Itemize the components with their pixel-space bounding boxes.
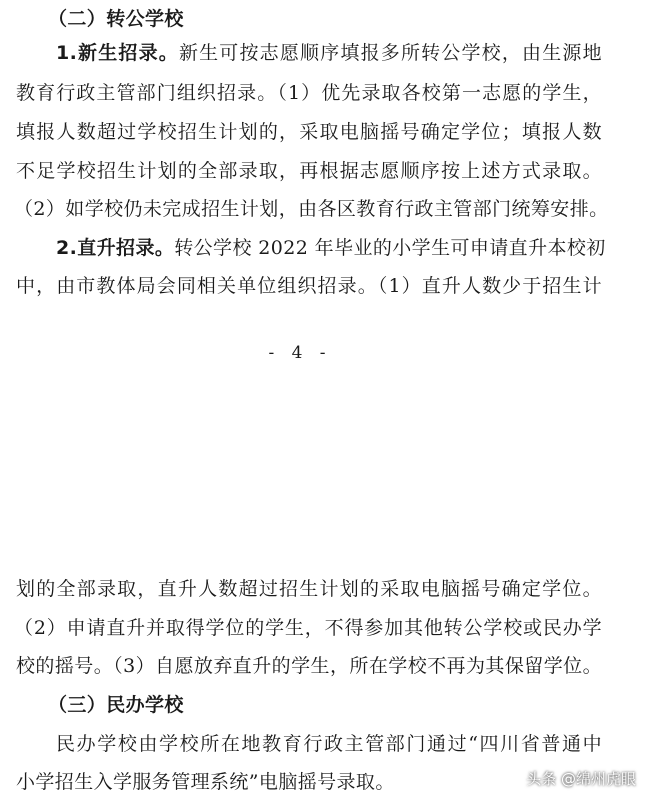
paragraph-new-student-line-1 — [0, 34, 648, 72]
paragraph-text: 转公学校 2022 年毕业的小学生可申请直升本校初 — [174, 237, 606, 259]
paragraph-direct-admission-line-1 — [0, 229, 648, 267]
platform-watermark — [526, 765, 636, 793]
paragraph-new-student-line-3: 填报人数超过学校招生计划的，采取电脑摇号确定学位；填报人数 — [16, 121, 602, 143]
paragraph-private-line-1: 民办学校由学校所在地教育行政主管部门通过“四川省普通中 — [56, 733, 602, 755]
paragraph-text: 新生可按志愿顺序填报多所转公学校，由生源地 — [178, 42, 602, 64]
paragraph-direct-admission-line-2: 中，由市教体局会同相关单位组织招录。（1）直升人数少于招生计 — [16, 275, 602, 297]
section-heading-private-schools: （三）民办学校 — [48, 694, 184, 716]
paragraph-continued-line-2: （2）申请直升并取得学位的学生，不得参加其他转公学校或民办学 — [14, 617, 602, 639]
watermark-text: 头条 @绵州虎眼 — [526, 770, 636, 788]
paragraph-new-student-line-4: 不足学校招生计划的全部录取，再根据志愿顺序按上述方式录取。 — [16, 160, 602, 182]
paragraph-label-new-student: 1.新生招录。 — [56, 42, 179, 64]
section-heading-transfer-schools: （二）转公学校 — [48, 8, 184, 30]
paragraph-continued-line-3: 校的摇号。（3）自愿放弃直升的学生，所在学校不再为其保留学位。 — [16, 655, 602, 677]
paragraph-continued-line-1: 划的全部录取，直升人数超过招生计划的采取电脑摇号确定学位。 — [16, 578, 602, 600]
paragraph-new-student-line-5: （2）如学校仍未完成招生计划，由各区教育行政主管部门统筹安排。 — [14, 198, 609, 220]
paragraph-new-student-line-2: 教育行政主管部门组织招录。（1）优先录取各校第一志愿的学生， — [16, 82, 602, 104]
page-number: - 4 - — [268, 343, 332, 363]
paragraph-private-line-2: 小学招生入学服务管理系统”电脑摇号录取。 — [16, 771, 395, 793]
paragraph-label-direct-admission: 2.直升招录。 — [56, 237, 175, 259]
